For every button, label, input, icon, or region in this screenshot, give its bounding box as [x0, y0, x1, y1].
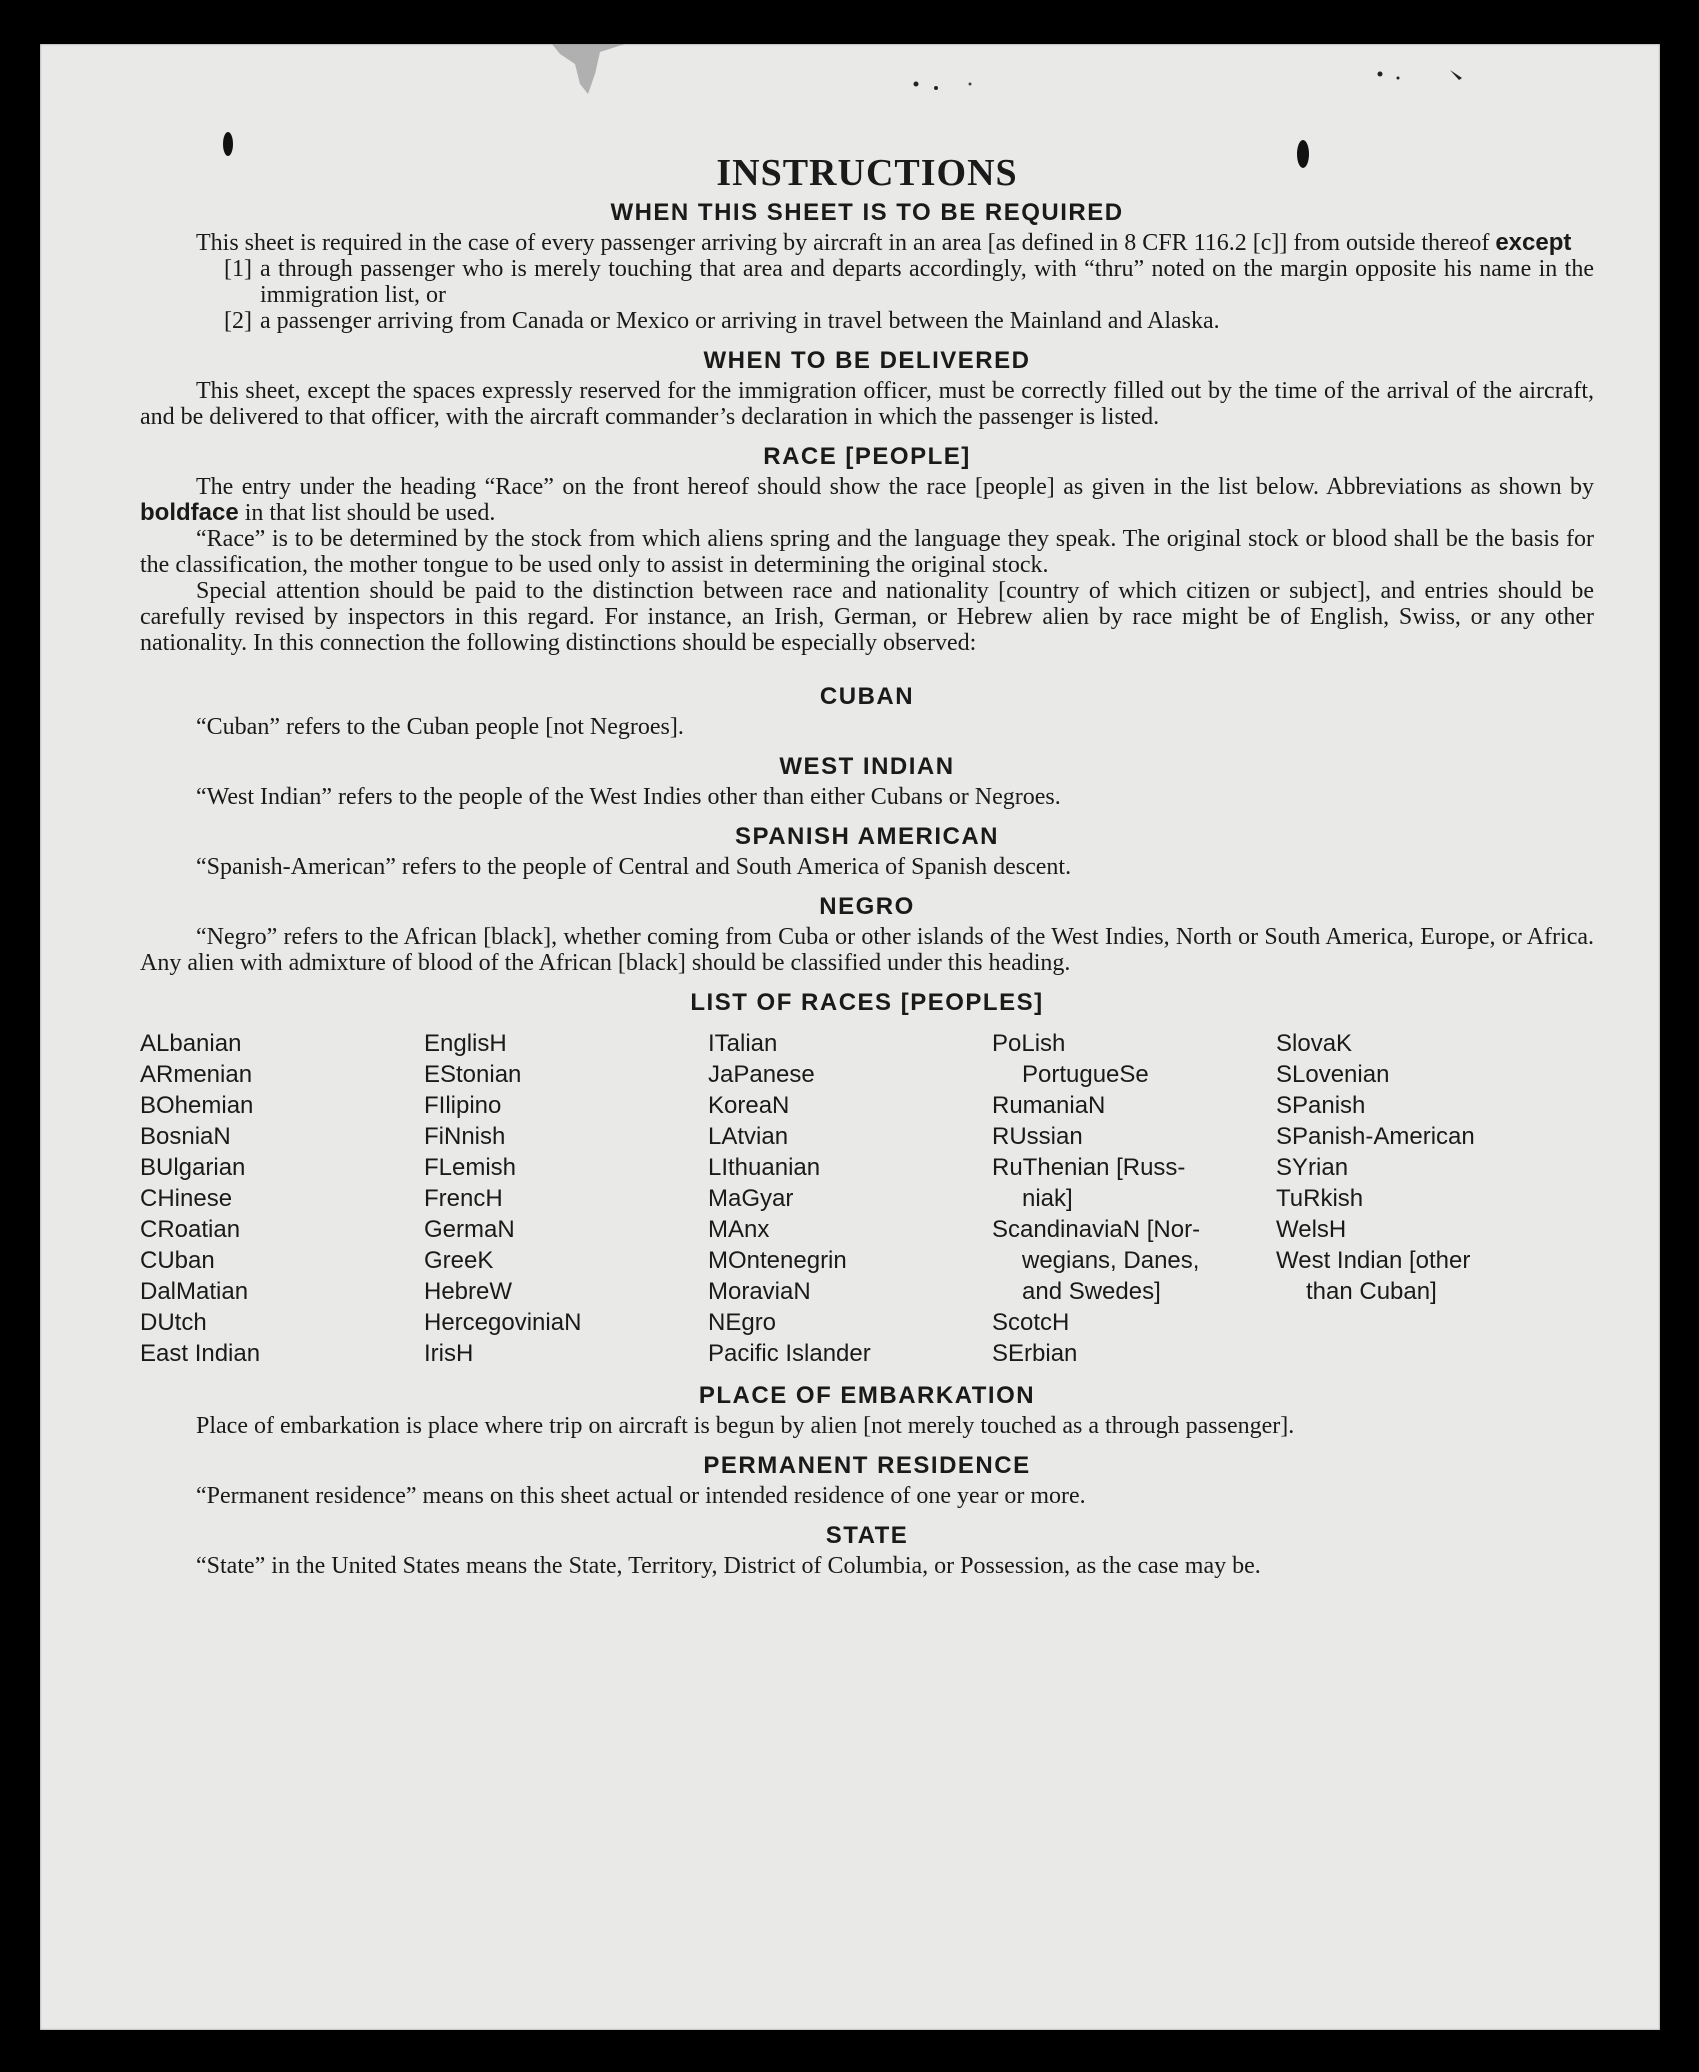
spanish-american-paragraph: “Spanish-American” refers to the people of Central and South America of Spanish descent. [196, 854, 1072, 880]
page-title: INSTRUCTIONS [716, 152, 1018, 194]
heading-negro: NEGRO [819, 893, 915, 920]
race-column: EnglisH EStonian FIlipino FiNnish FLemish FrencH GermaN GreeK HebreW HercegoviniaN IrisH [424, 1030, 582, 1367]
embarkation-paragraph: Place of embarkation is place where trip on aircraft is begun by alien [not merely touched as a through passenger]. [196, 1413, 1295, 1439]
residence-paragraph: “Permanent residence” means on this sheet actual or intended residence of one year or more. [196, 1483, 1086, 1509]
heading-when-required: WHEN THIS SHEET IS TO BE REQUIRED [610, 199, 1124, 226]
negro-paragraph: “Negro” refers to the African [black], whether coming from Cuba or other islands of the West Indies, North or South America, Europe, or Africa. Any alien with admixture of blood of the African [black] should be classified under this heading. [140, 924, 1594, 976]
race-list [140, 1028, 1594, 1369]
heading-cuban: CUBAN [819, 683, 915, 710]
delivered-paragraph: This sheet, except the spaces expressly reserved for the immigration officer, must be correctly filled out by the time of the arrival of the aircraft, and be delivered to that officer, with the aircraft commander’s declaration in which the passenger is listed. [140, 378, 1594, 430]
exception-item: [2] a passenger arriving from Canada or Mexico or arriving in travel between the Mainland and Alaska. [224, 308, 1220, 334]
race-column: SlovaK SLovenian SPanish SPanish-American SYrian TuRkish WelsH West Indian [other than Cuban] [1276, 1030, 1475, 1305]
race-paragraph-2: “Race” is to be determined by the stock from which aliens spring and the language they speak. The original stock or blood shall be the basis for the classification, the mother tongue to be used only to assist in determining the original stock. [140, 526, 1594, 578]
heading-when-delivered: WHEN TO BE DELIVERED [703, 347, 1031, 374]
heading-list-of-races: LIST OF RACES [PEOPLES] [690, 989, 1044, 1016]
heading-race: RACE [PEOPLE] [763, 443, 971, 470]
heading-state: STATE [825, 1522, 909, 1549]
heading-west-indian: WEST INDIAN [779, 753, 955, 780]
race-paragraph-1: The entry under the heading “Race” on the front hereof should show the race [people] as given in the list below. Abbreviations as shown by boldface in that list should be used. [140, 474, 1594, 526]
required-paragraph: This sheet is required in the case of every passenger arriving by aircraft in an area [as defined in 8 CFR 116.2 [c]] from outside thereof except [196, 229, 1572, 256]
cuban-paragraph: “Cuban” refers to the Cuban people [not Negroes]. [196, 714, 684, 740]
exception-item: [1] a through passenger who is merely touching that area and departs accordingly, with “thru” noted on the margin opposite his name in the immigration list, or [224, 256, 1594, 308]
west-indian-paragraph: “West Indian” refers to the people of the West Indies other than either Cubans or Negroes. [196, 784, 1061, 810]
race-column: PoLish PortugueSe RumaniaN RUssian RuThenian [Russ- niak] ScandinaviaN [Nor- wegians, Danes, and Swedes] ScotcH SErbian [992, 1030, 1201, 1367]
instructions-body [140, 150, 1594, 1579]
state-paragraph: “State” in the United States means the State, Territory, District of Columbia, or Possession, as the case may be. [196, 1553, 1261, 1579]
heading-place-of-embarkation: PLACE OF EMBARKATION [698, 1382, 1036, 1409]
race-column: ALbanian ARmenian BOhemian BosniaN BUlgarian CHinese CRoatian CUban DalMatian DUtch East Indian [140, 1030, 261, 1367]
race-paragraph-3: Special attention should be paid to the distinction between race and nationality [country of which citizen or subject], and entries should be carefully revised by inspectors in this regard. For instance, an Irish, German, or Hebrew alien by race might be of English, Swiss, or any other nationality. In this connection the following distinctions should be especially observed: [140, 578, 1594, 656]
document-page [40, 44, 1660, 2030]
heading-permanent-residence: PERMANENT RESIDENCE [703, 1452, 1031, 1479]
race-column: ITalian JaPanese KoreaN LAtvian LIthuanian MaGyar MAnx MOntenegrin MoraviaN NEgro Pacific Islander [708, 1030, 871, 1367]
heading-spanish-american: SPANISH AMERICAN [734, 823, 999, 850]
